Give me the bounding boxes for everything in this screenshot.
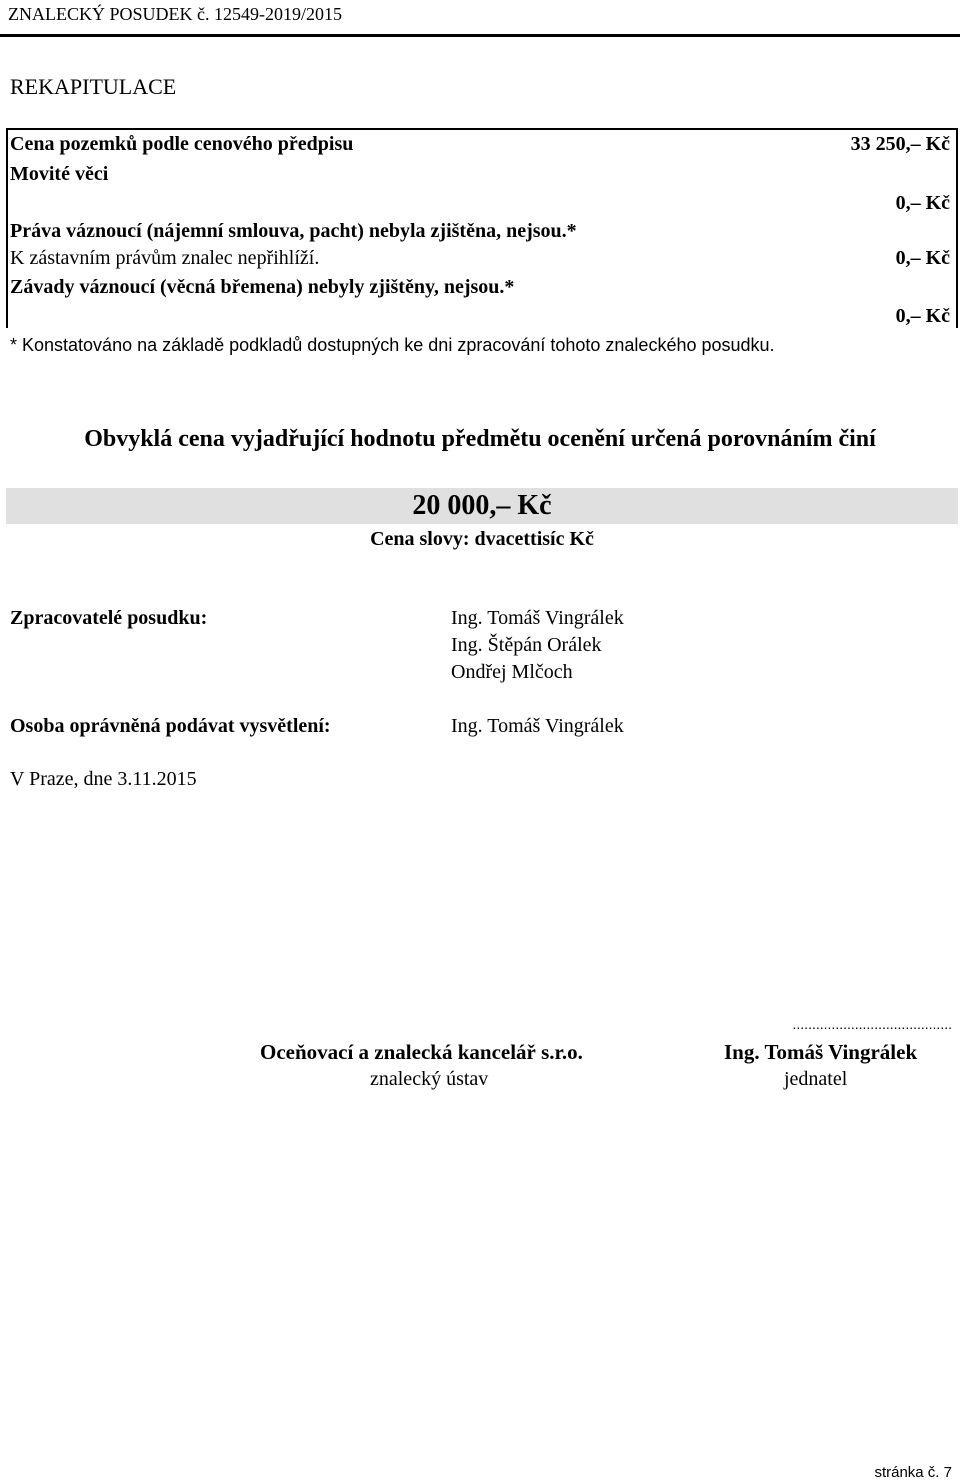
section-title: REKAPITULACE: [10, 74, 177, 99]
processor-name: Ing. Tomáš Vingrálek: [451, 607, 624, 629]
footnote: * Konstatováno na základě podkladů dostupných ke dni zpracování tohoto znaleckého posudku.: [10, 335, 775, 355]
valuation-headline: Obvyklá cena vyjadřující hodnotu předmětu ocenění určená porovnáním činí: [84, 426, 876, 452]
signature-person-role: jednatel: [784, 1068, 848, 1090]
authorized-person-label: Osoba oprávněná podávat vysvětlení:: [10, 715, 331, 737]
authorized-person-name: Ing. Tomáš Vingrálek: [451, 715, 624, 737]
recap-row-defects-label: Závady váznoucí (věcná břemena) nebyly zjištěny, nejsou.*: [10, 276, 515, 298]
recap-row-land-label: Cena pozemků podle cenového předpisu: [10, 133, 354, 155]
recap-row-defects-amount: 0,– Kč: [895, 305, 950, 327]
recap-row-rights-amount: 0,– Kč: [895, 247, 950, 269]
recap-row-rights-sub: K zástavním právům znalec nepřihlíží.: [10, 247, 320, 269]
signature-line: .........................................: [792, 1016, 952, 1032]
signature-organization: Oceňovací a znalecká kancelář s.r.o.: [260, 1040, 583, 1064]
processor-name: Ing. Štěpán Orálek: [451, 634, 602, 656]
recap-row-land-amount: 33 250,– Kč: [850, 133, 950, 155]
processor-name: Ondřej Mlčoch: [451, 661, 573, 683]
signature-person: Ing. Tomáš Vingrálek: [724, 1040, 918, 1064]
recap-row-movables-amount: 0,– Kč: [895, 192, 950, 214]
document-header: ZNALECKÝ POSUDEK č. 12549-2019/2015: [8, 4, 342, 24]
price-in-words: Cena slovy: dvacettisíc Kč: [370, 528, 594, 550]
recap-row-rights-label: Práva váznoucí (nájemní smlouva, pacht) nebyla zjištěna, nejsou.*: [10, 220, 577, 242]
signature-organization-type: znalecký ústav: [370, 1068, 489, 1090]
final-price: 20 000,– Kč: [412, 490, 552, 521]
recap-row-movables-label: Movité věci: [10, 163, 109, 185]
processors-label: Zpracovatelé posudku:: [10, 607, 208, 629]
place-date: V Praze, dne 3.11.2015: [10, 768, 197, 790]
page-number: stránka č. 7: [874, 1464, 952, 1481]
header-divider: [0, 34, 960, 37]
